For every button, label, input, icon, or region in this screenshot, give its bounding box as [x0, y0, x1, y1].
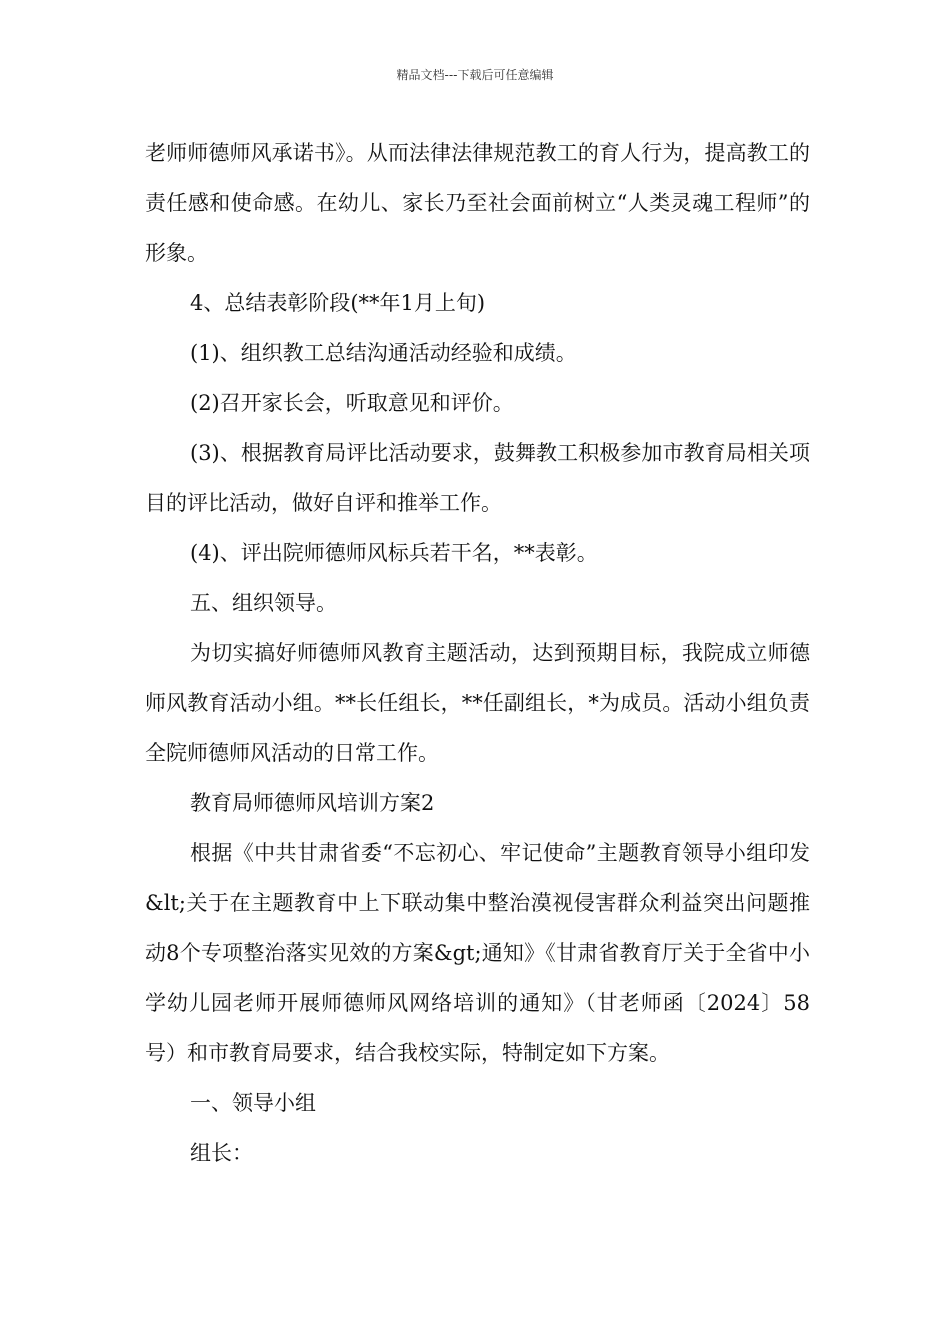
paragraph-item-4: (4)、评出院师德师风标兵若干名，**表彰。 [190, 541, 598, 565]
paragraph-pledge-continued: 老师师德师风承诺书》。从而法律法律规范教工的育人行为，提高教工的责任感和使命感。在幼儿、家长乃至社会面前树立“人类灵魂工程师”的形象。 [145, 141, 810, 265]
section-heading-leadership: 一、领导小组 [190, 1091, 316, 1115]
paragraph-item-2: (2)召开家长会，听取意见和评价。 [190, 391, 514, 415]
document-body [145, 128, 810, 1178]
paragraph-item-3: (3)、根据教育局评比活动要求，鼓舞教工积极参加市教育局相关项目的评比活动，做好自评和推举工作。 [145, 441, 810, 515]
page-header: 精品文档---下载后可任意编辑 [396, 68, 554, 82]
paragraph-basis: 根据《中共甘肃省委“不忘初心、牢记使命”主题教育领导小组印发&lt;关于在主题教育中上下联动集中整治漠视侵害群众利益突出问题推动8个专项整治落实见效的方案&gt;通知》《甘肃省教育厅关于全省中小学幼儿园老师开展师德师风网络培训的通知》（甘老师函〔2024〕58号）和市教育局要求，结合我校实际，特制定如下方案。 [145, 841, 810, 1065]
paragraph-summary-stage: 4、总结表彰阶段(**年1月上旬) [190, 291, 486, 315]
document-title-plan-2: 教育局师德师风培训方案2 [190, 791, 435, 815]
paragraph-item-1: (1)、组织教工总结沟通活动经验和成绩。 [190, 341, 577, 365]
section-heading-organization: 五、组织领导。 [190, 591, 337, 615]
paragraph-group-leader: 组长： [190, 1141, 253, 1165]
paragraph-organization: 为切实搞好师德师风教育主题活动，达到预期目标，我院成立师德师风教育活动小组。**长任组长，**任副组长，*为成员。活动小组负责全院师德师风活动的日常工作。 [145, 641, 810, 765]
